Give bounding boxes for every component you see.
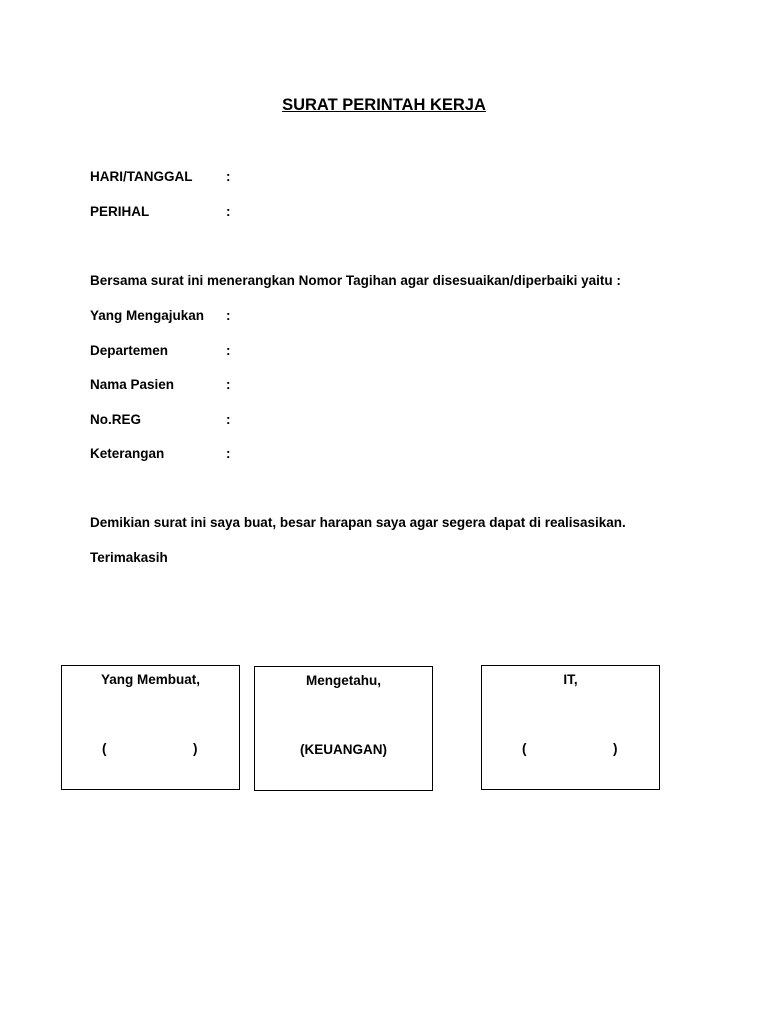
- signature-paren-open: (: [102, 741, 107, 756]
- field-label: Keterangan: [90, 446, 165, 461]
- thanks-text: Terimakasih: [90, 550, 168, 565]
- field-label: Nama Pasien: [90, 377, 175, 392]
- field-colon: :: [226, 446, 231, 461]
- field-colon: :: [226, 308, 231, 323]
- field-label: Departemen: [90, 343, 169, 358]
- signature-paren-open: (: [522, 741, 527, 756]
- field-colon: :: [226, 204, 231, 219]
- field-label: No.REG: [90, 412, 142, 427]
- field-colon: :: [226, 343, 231, 358]
- closing-paragraph: Demikian surat ini saya buat, besar harapan saya agar segera dapat di realisasikan.: [90, 515, 626, 530]
- signature-box-mengetahu: [254, 666, 433, 791]
- signature-title: Yang Membuat,: [100, 672, 200, 687]
- signature-paren-close: ): [193, 741, 198, 756]
- signature-department: (KEUANGAN): [300, 742, 387, 757]
- field-label: PERIHAL: [90, 204, 150, 219]
- field-label: HARI/TANGGAL: [90, 169, 193, 184]
- field-colon: :: [226, 169, 231, 184]
- field-label: Yang Mengajukan: [90, 308, 205, 323]
- signature-paren-close: ): [613, 741, 618, 756]
- intro-paragraph: Bersama surat ini menerangkan Nomor Tagihan agar disesuaikan/diperbaiki yaitu :: [90, 273, 621, 288]
- signature-title: IT,: [563, 672, 578, 687]
- field-colon: :: [226, 377, 231, 392]
- field-colon: :: [226, 412, 231, 427]
- signature-title: Mengetahu,: [305, 673, 381, 688]
- signature-box-it: [481, 665, 660, 790]
- page-title: SURAT PERINTAH KERJA: [282, 96, 486, 114]
- signature-box-yang-membuat: [61, 665, 240, 790]
